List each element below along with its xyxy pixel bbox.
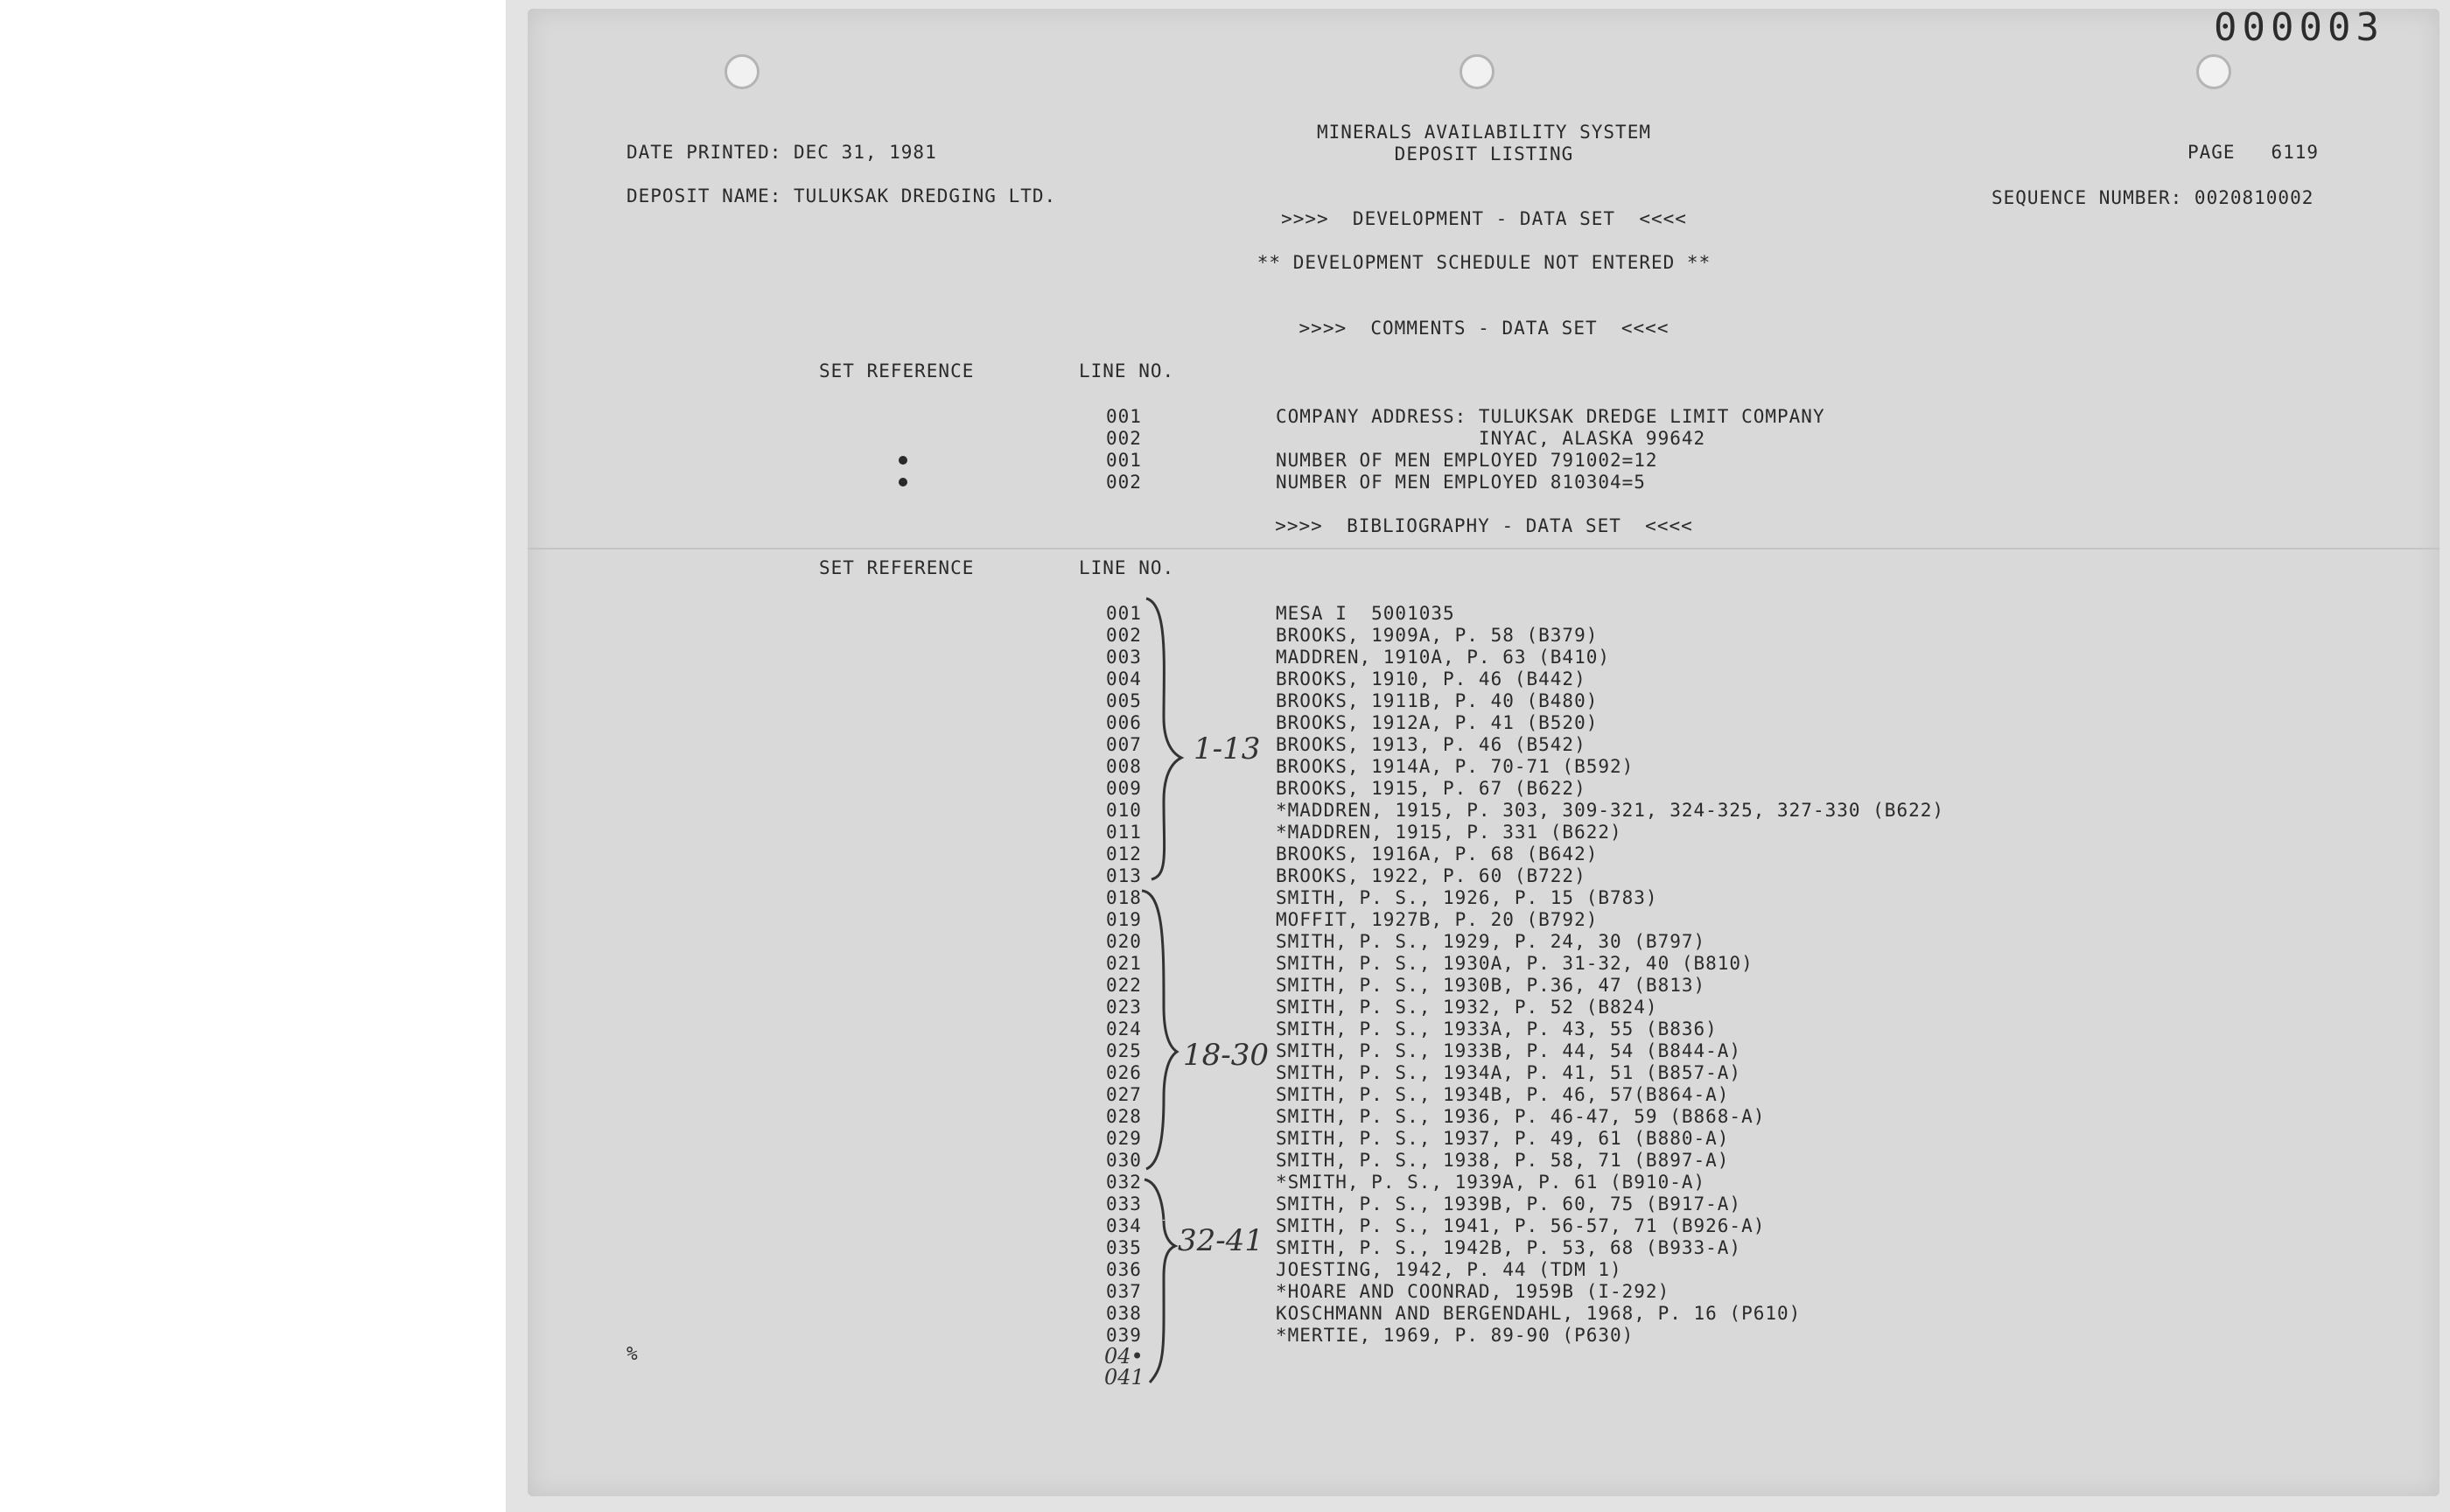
comment-line-no: 001 [1106,450,1142,471]
handwritten-extra-line-1: 04• [1104,1344,1144,1368]
deposit-name: DEPOSIT NAME: TULUKSAK DREDGING LTD. [626,186,1057,206]
bibliography-line-no: 025 [1106,1040,1142,1061]
bibliography-entry: BROOKS, 1915, P. 67 (B622) [1276,778,1586,799]
bibliography-entry: SMITH, P. S., 1933A, P. 43, 55 (B836) [1276,1018,1718,1040]
bibliography-line-no: 001 [1106,603,1142,624]
bibliography-entry: MADDREN, 1910A, P. 63 (B410) [1276,647,1611,668]
comment-text: INYAC, ALASKA 99642 [1276,428,1706,449]
sequence-number: SEQUENCE NUMBER: 0020810002 [1992,187,2314,208]
bibliography-line-no: 003 [1106,647,1142,668]
bibliography-line-no: 039 [1106,1325,1142,1346]
bibliography-entry: BROOKS, 1912A, P. 41 (B520) [1276,712,1599,733]
comment-text: NUMBER OF MEN EMPLOYED 791002=12 [1276,450,1658,471]
comments-col-set-reference: SET REFERENCE [819,360,975,382]
bibliography-entry: MESA I 5001035 [1276,603,1455,624]
bibliography-line-no: 023 [1106,997,1142,1018]
development-note: ** DEVELOPMENT SCHEDULE NOT ENTERED ** [1256,252,1712,273]
bibliography-entry: *MERTIE, 1969, P. 89-90 (P630) [1276,1325,1634,1346]
bibliography-line-no: 028 [1106,1106,1142,1127]
bibliography-title: >>>> BIBLIOGRAPHY - DATA SET <<<< [1275,515,1693,536]
bibliography-line-no: 012 [1106,844,1142,864]
handwritten-extra-line-2: 041 [1104,1365,1144,1390]
bibliography-entry: SMITH, P. S., 1930B, P.36, 47 (B813) [1276,975,1706,996]
bibliography-entry: MOFFIT, 1927B, P. 20 (B792) [1276,909,1599,930]
handwritten-range-1: 1-13 [1194,732,1261,766]
bibliography-line-no: 002 [1106,625,1142,646]
bibliography-line-no: 026 [1106,1062,1142,1083]
bibliography-line-no: 030 [1106,1150,1142,1171]
bibliography-entry: SMITH, P. S., 1938, P. 58, 71 (B897-A) [1276,1150,1730,1171]
bibliography-col-set-reference: SET REFERENCE [819,557,975,578]
bibliography-line-no: 004 [1106,668,1142,690]
bibliography-line-no: 038 [1106,1303,1142,1324]
bibliography-line-no: 035 [1106,1237,1142,1258]
handwritten-range-3: 32-41 [1178,1223,1264,1258]
footer-mark: % [626,1343,639,1364]
bibliography-line-no: 034 [1106,1215,1142,1236]
comment-line-no: 002 [1106,428,1142,449]
bibliography-entry: JOESTING, 1942, P. 44 (TDM 1) [1276,1259,1622,1280]
bibliography-entry: *SMITH, P. S., 1939A, P. 61 (B910-A) [1276,1172,1706,1193]
bibliography-col-line-no: LINE NO. [1079,557,1175,578]
bibliography-line-no: 007 [1106,734,1142,755]
bibliography-entry: BROOKS, 1914A, P. 70-71 (B592) [1276,756,1634,777]
comments-title: >>>> COMMENTS - DATA SET <<<< [1298,318,1670,339]
bibliography-line-no: 005 [1106,690,1142,711]
bibliography-line-no: 029 [1106,1128,1142,1149]
bibliography-entry: SMITH, P. S., 1941, P. 56-57, 71 (B926-A) [1276,1215,1766,1236]
system-title: MINERALS AVAILABILITY SYSTEM [1316,122,1651,143]
bibliography-line-no: 006 [1106,712,1142,733]
bibliography-entry: BROOKS, 1909A, P. 58 (B379) [1276,625,1599,646]
bibliography-entry: KOSCHMANN AND BERGENDAHL, 1968, P. 16 (P610) [1276,1303,1802,1324]
comment-text: COMPANY ADDRESS: TULUKSAK DREDGE LIMIT COMPANY [1276,406,1825,427]
bibliography-line-no: 008 [1106,756,1142,777]
bibliography-line-no: 010 [1106,800,1142,821]
bibliography-line-no: 022 [1106,975,1142,996]
bibliography-line-no: 021 [1106,953,1142,974]
comment-line-no: 002 [1106,472,1142,493]
comment-text: NUMBER OF MEN EMPLOYED 810304=5 [1276,472,1646,493]
bibliography-line-no: 018 [1106,887,1142,908]
bibliography-entry: *MADDREN, 1915, P. 331 (B622) [1276,822,1622,843]
bibliography-entry: SMITH, P. S., 1934A, P. 41, 51 (B857-A) [1276,1062,1742,1083]
handwritten-range-2: 18-30 [1183,1038,1270,1073]
bibliography-line-no: 027 [1106,1084,1142,1105]
bibliography-entry: SMITH, P. S., 1942B, P. 53, 68 (B933-A) [1276,1237,1742,1258]
bibliography-entry: SMITH, P. S., 1934B, P. 46, 57(B864-A) [1276,1084,1730,1105]
bibliography-line-no: 024 [1106,1018,1142,1040]
bibliography-entry: SMITH, P. S., 1932, P. 52 (B824) [1276,997,1658,1018]
bibliography-entry: SMITH, P. S., 1933B, P. 44, 54 (B844-A) [1276,1040,1742,1061]
bibliography-entry: SMITH, P. S., 1929, P. 24, 30 (B797) [1276,931,1706,952]
comments-col-line-no: LINE NO. [1079,360,1175,382]
bibliography-line-no: 009 [1106,778,1142,799]
bibliography-line-no: 036 [1106,1259,1142,1280]
bibliography-entry: SMITH, P. S., 1930A, P. 31-32, 40 (B810) [1276,953,1754,974]
listing-title: DEPOSIT LISTING [1394,144,1574,164]
bibliography-line-no: 032 [1106,1172,1142,1193]
bibliography-entry: *HOARE AND COONRAD, 1959B (I-292) [1276,1281,1670,1302]
page-label: PAGE 6119 [2188,142,2320,163]
bibliography-entry: BROOKS, 1922, P. 60 (B722) [1276,865,1586,886]
bibliography-entry: *MADDREN, 1915, P. 303, 309-321, 324-325, 327-330 (B622) [1276,800,1945,821]
development-title: >>>> DEVELOPMENT - DATA SET <<<< [1281,208,1687,229]
bibliography-entry: BROOKS, 1911B, P. 40 (B480) [1276,690,1599,711]
bibliography-line-no: 020 [1106,931,1142,952]
bibliography-line-no: 013 [1106,865,1142,886]
bibliography-entry: BROOKS, 1916A, P. 68 (B642) [1276,844,1599,864]
bibliography-line-no: 019 [1106,909,1142,930]
bibliography-line-no: 033 [1106,1194,1142,1214]
bibliography-line-no: 037 [1106,1281,1142,1302]
stamp-number: 000003 [2214,5,2384,50]
date-printed: DATE PRINTED: DEC 31, 1981 [626,142,937,163]
comment-line-no: 001 [1106,406,1142,427]
bibliography-entry: BROOKS, 1910, P. 46 (B442) [1276,668,1586,690]
bibliography-entry: BROOKS, 1913, P. 46 (B542) [1276,734,1586,755]
bibliography-entry: SMITH, P. S., 1939B, P. 60, 75 (B917-A) [1276,1194,1742,1214]
bibliography-line-no: 011 [1106,822,1142,843]
bibliography-entry: SMITH, P. S., 1936, P. 46-47, 59 (B868-A) [1276,1106,1766,1127]
bibliography-entry: SMITH, P. S., 1937, P. 49, 61 (B880-A) [1276,1128,1730,1149]
bibliography-entry: SMITH, P. S., 1926, P. 15 (B783) [1276,887,1658,908]
